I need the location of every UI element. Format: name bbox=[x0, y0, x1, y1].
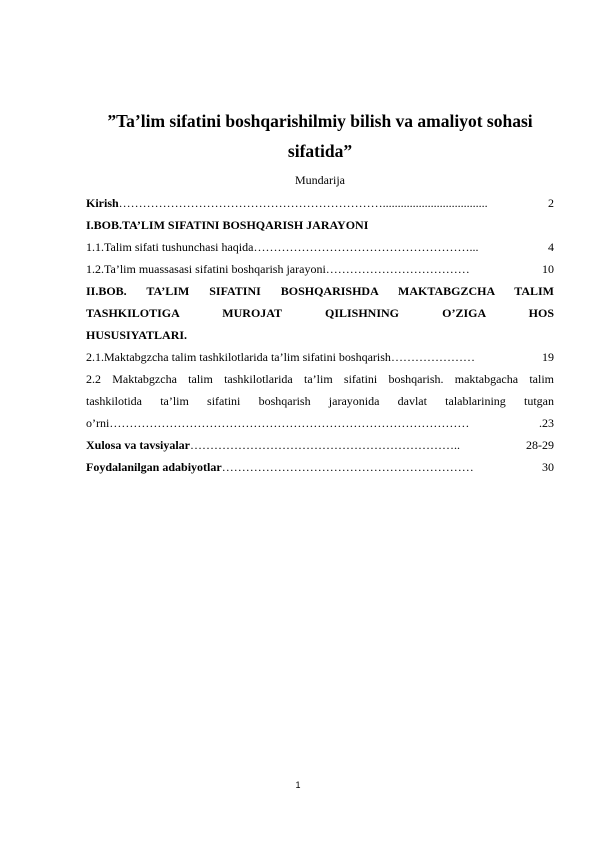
document-title: ”Ta’lim sifatini boshqarishilmiy bilish va amaliyot sohasi sifatida” bbox=[107, 111, 533, 161]
toc-page-number: 10 bbox=[542, 262, 554, 276]
toc-entry-label: 1.1.Talim sifati tushunchasi haqida bbox=[86, 240, 254, 254]
toc-entry-kirish[interactable] bbox=[86, 192, 554, 214]
toc-page-number: 4 bbox=[548, 240, 554, 254]
toc-chapter-2-heading-line-3[interactable]: HUSUSIYATLARI. bbox=[86, 328, 188, 342]
toc-leader-dots: ……………………………………………………… bbox=[221, 460, 474, 474]
toc-leader-dots: ………………………………………………... bbox=[253, 240, 479, 254]
toc-entry-1-2[interactable] bbox=[86, 258, 554, 280]
toc-entry-label: Kirish bbox=[86, 196, 119, 210]
toc-leader-dots: ………………………………………………………….. bbox=[190, 438, 461, 452]
toc-leader-dots: ………………… bbox=[390, 350, 475, 364]
toc-entry-1-1[interactable] bbox=[86, 236, 554, 258]
toc-entry-label: 2.1.Maktabgzcha talim tashkilotlarida ta’lim sifatini boshqarish bbox=[86, 350, 391, 364]
toc-entry-2-2-line-1[interactable]: 2.2 Maktabgzcha talim tashkilotlarida ta’lim sifatini boshqarish. maktabgacha talim bbox=[86, 372, 554, 386]
toc-entry-2-2-line-2[interactable]: tashkilotida ta’lim sifatini boshqarish jarayonida davlat talablarining tutgan bbox=[86, 394, 554, 408]
toc-page-number: 28-29 bbox=[526, 438, 554, 452]
toc-entry-xulosa[interactable] bbox=[86, 434, 554, 456]
toc-leader-dots: …………………………………………………………................................... bbox=[118, 196, 488, 210]
toc-leader-dots: ……………………………………………………………………………… bbox=[109, 416, 470, 430]
toc-entry-label: Xulosa va tavsiyalar bbox=[86, 438, 191, 452]
toc-entry-2-1[interactable] bbox=[86, 346, 554, 368]
toc-page-number: 30 bbox=[542, 460, 554, 474]
toc-entry-label: o’rni bbox=[86, 416, 110, 430]
toc-chapter-2-heading-line-1[interactable]: II.BOB. TA’LIM SIFATINI BOSHQARISHDA MAKTABGZCHA TALIM bbox=[86, 284, 554, 298]
toc-heading: Mundarija bbox=[295, 173, 345, 187]
toc-leader-dots: ……………………………… bbox=[325, 262, 470, 276]
toc-entry-label: Foydalanilgan adabiyotlar bbox=[86, 460, 222, 474]
toc-chapter-1-heading[interactable]: I.BOB.TA’LIM SIFATINI BOSHQARISH JARAYONI bbox=[86, 218, 369, 232]
toc-chapter-2-heading-line-2[interactable]: TASHKILOTIGA MUROJAT QILISHNING O’ZIGA HOS bbox=[86, 306, 554, 320]
toc-entry-label: 1.2.Ta’lim muassasasi sifatini boshqarish jarayoni bbox=[86, 262, 326, 276]
toc-entry-adabiyotlar[interactable] bbox=[86, 456, 554, 478]
toc-page-number: .23 bbox=[539, 416, 554, 430]
table-of-contents bbox=[86, 192, 554, 478]
toc-entry-2-2-line-3[interactable] bbox=[86, 412, 554, 434]
toc-page-number: 2 bbox=[548, 196, 554, 210]
toc-page-number: 19 bbox=[542, 350, 554, 364]
page-number: 1 bbox=[295, 780, 301, 790]
